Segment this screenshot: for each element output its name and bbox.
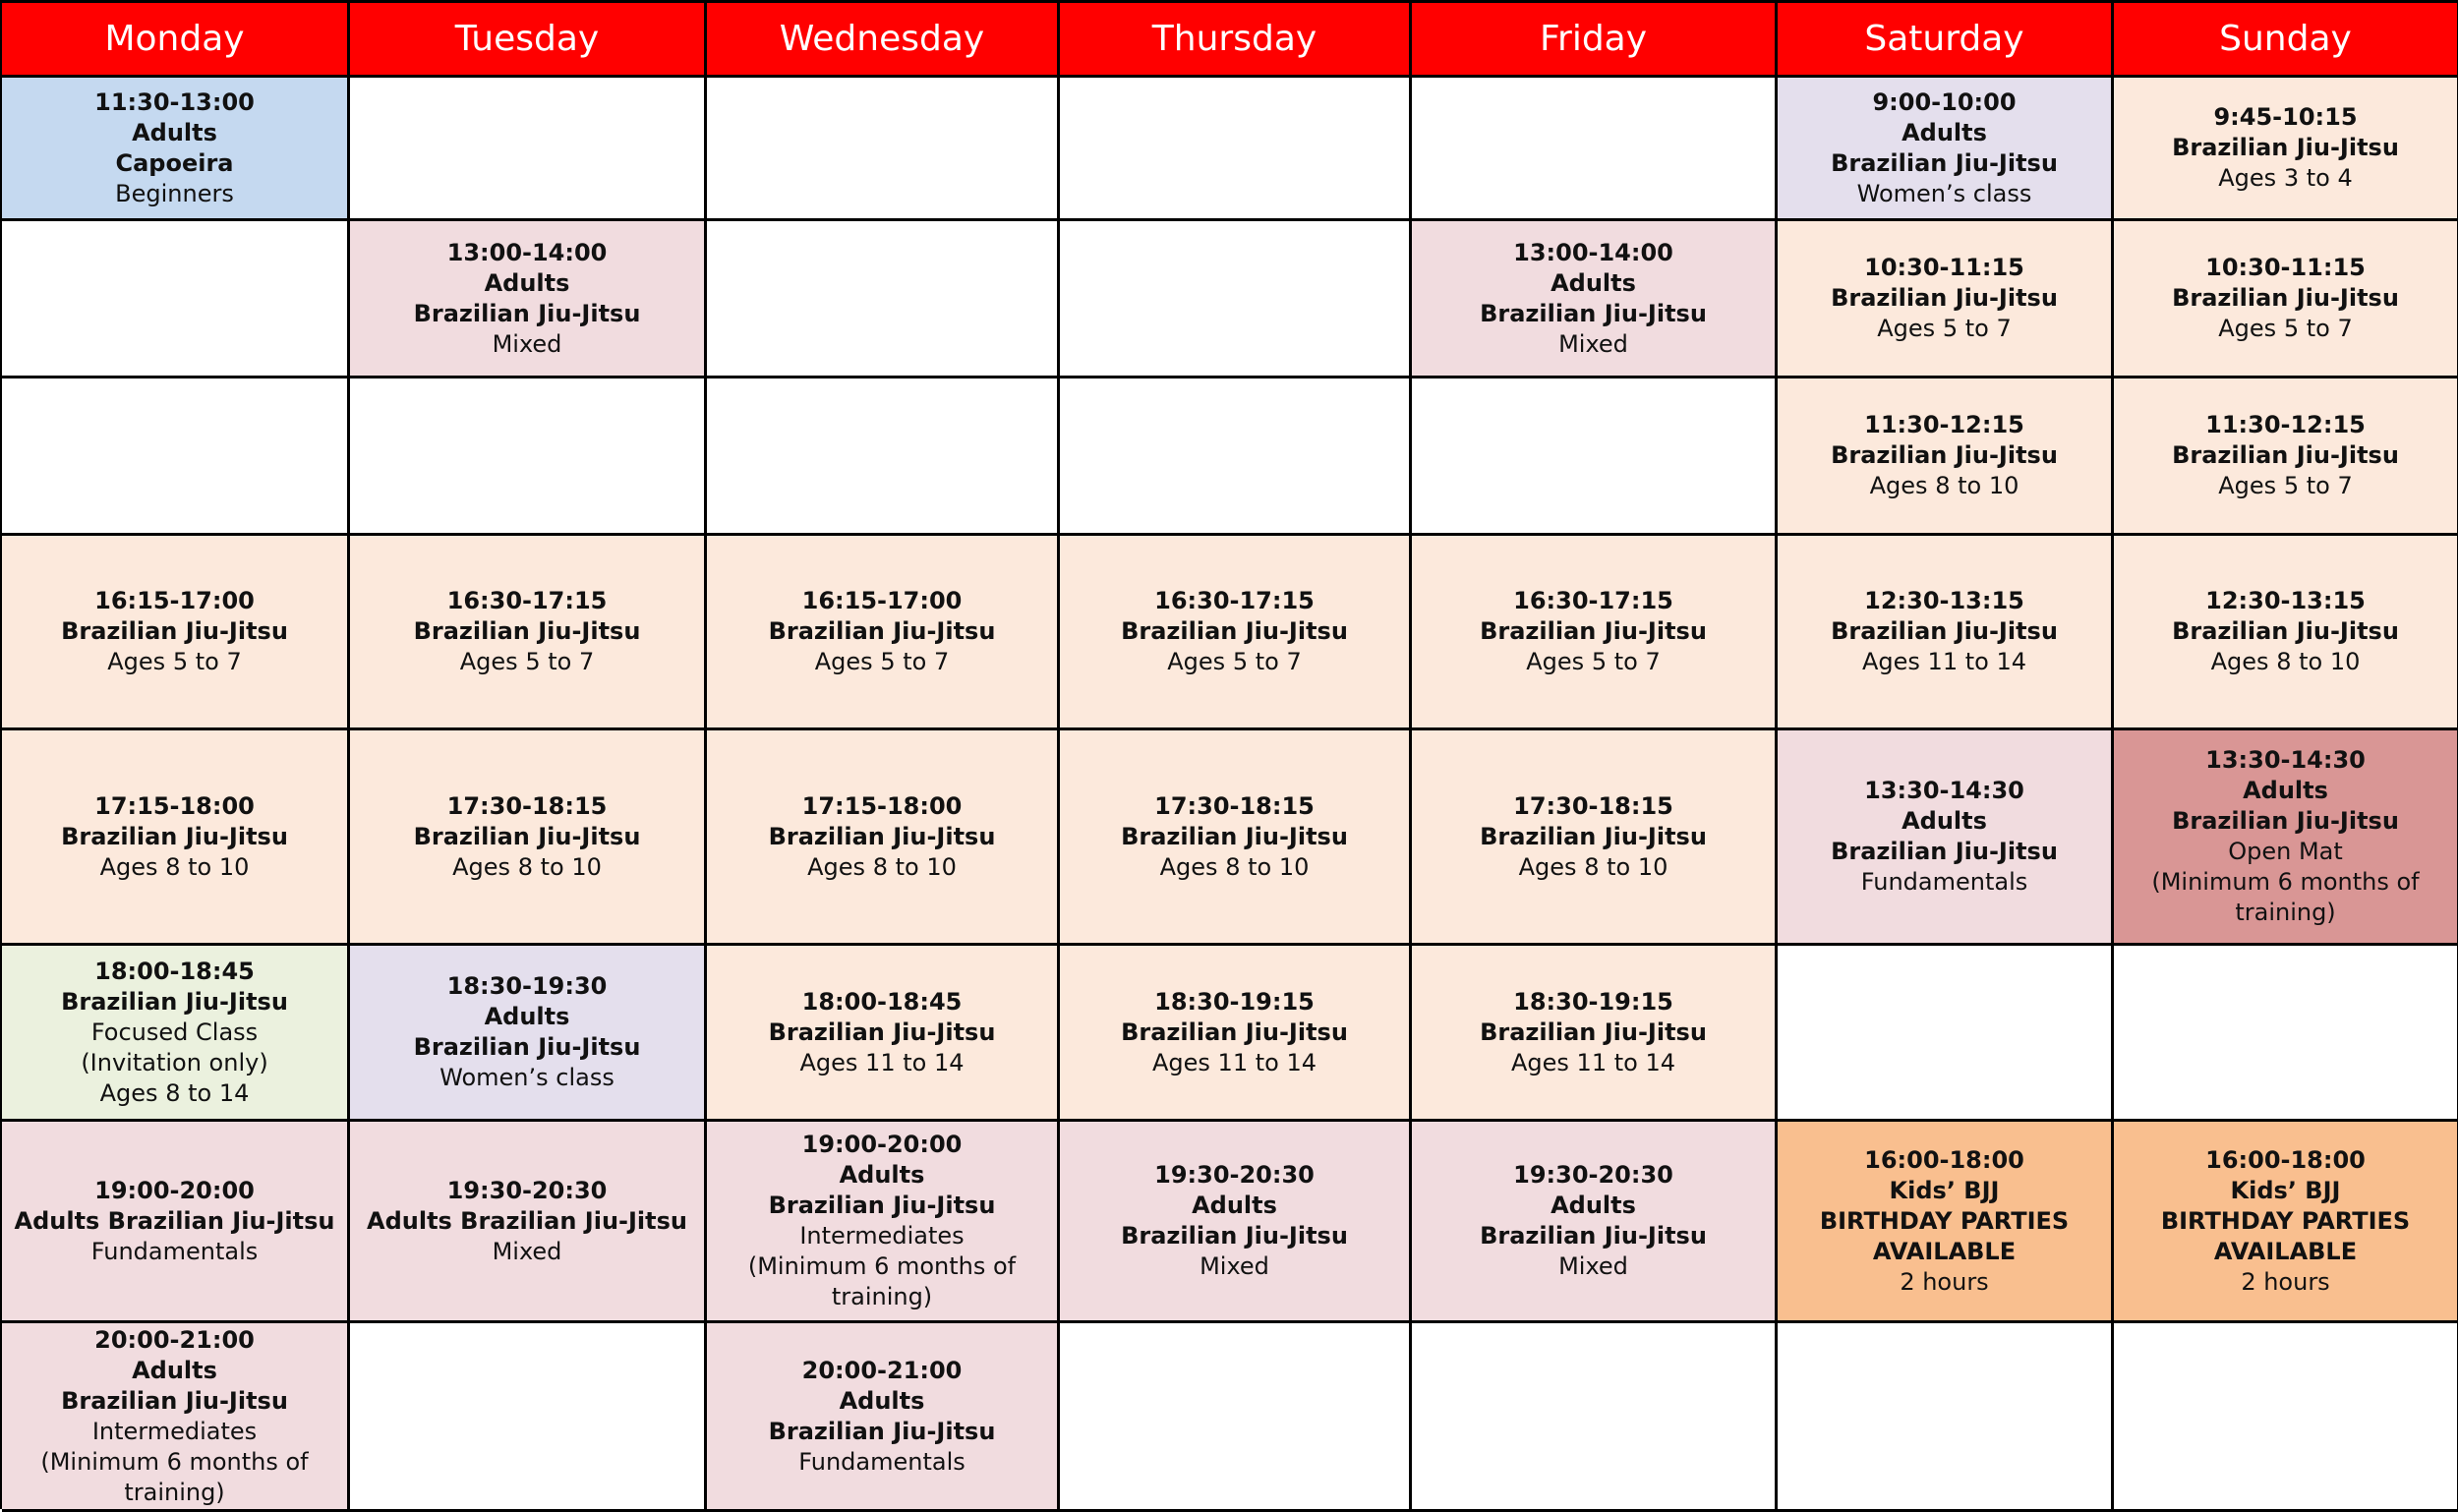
class-time: 18:30-19:30	[446, 972, 608, 1000]
class-slot	[350, 946, 707, 1122]
class-detail: Brazilian Jiu-Jitsu	[2172, 441, 2399, 469]
class-time: 16:00-18:00	[2205, 1145, 2366, 1174]
class-slot	[1778, 730, 2114, 946]
class-time: 17:15-18:00	[801, 791, 963, 820]
class-time: 16:15-17:00	[94, 587, 255, 614]
class-slot	[707, 536, 1060, 730]
class-time: 18:30-19:15	[1513, 987, 1673, 1016]
class-detail: Women’s class	[1856, 179, 2032, 207]
empty-slot	[350, 378, 707, 536]
class-detail: Adults	[1551, 268, 1636, 297]
class-slot	[2, 946, 350, 1122]
class-detail: Focused Class	[90, 1018, 259, 1046]
class-detail: Ages 8 to 10	[99, 852, 250, 881]
class-detail: Brazilian Jiu-Jitsu	[1121, 822, 1348, 850]
class-detail: Brazilian Jiu-Jitsu	[1480, 299, 1707, 327]
class-time: 13:00-14:00	[446, 238, 608, 266]
class-detail: 2 hours	[1900, 1267, 1989, 1296]
class-detail: (Minimum 6 months of	[2151, 868, 2420, 896]
class-slot	[2, 536, 350, 730]
class-slot	[350, 536, 707, 730]
class-detail: Brazilian Jiu-Jitsu	[1480, 1222, 1707, 1250]
class-detail: Brazilian Jiu-Jitsu	[2172, 284, 2399, 312]
day-header-thursday: Thursday	[1060, 3, 1412, 78]
class-detail: Ages 5 to 7	[2218, 472, 2353, 499]
class-detail: Adults	[1192, 1192, 1277, 1219]
class-detail: Intermediates	[91, 1417, 258, 1445]
class-detail: Brazilian Jiu-Jitsu	[1831, 838, 2058, 865]
class-detail: training)	[2235, 899, 2336, 926]
class-detail: Ages 11 to 14	[1511, 1048, 1675, 1076]
class-detail: Kids’ BJJ	[1889, 1176, 2000, 1204]
class-detail: Kids’ BJJ	[2230, 1176, 2341, 1204]
class-slot	[1412, 221, 1778, 378]
class-time: 11:30-12:15	[1864, 411, 2024, 438]
class-detail: Fundamentals	[798, 1447, 966, 1476]
class-slot	[1060, 536, 1412, 730]
class-detail: Intermediates	[799, 1222, 965, 1250]
class-detail: Ages 8 to 10	[2210, 648, 2361, 675]
class-detail: Ages 5 to 7	[814, 648, 950, 675]
class-time: 13:00-14:00	[1513, 238, 1673, 266]
class-detail: Brazilian Jiu-Jitsu	[2172, 134, 2399, 161]
class-detail: Adults Brazilian Jiu-Jitsu	[367, 1206, 687, 1235]
class-time: 13:30-14:30	[1864, 777, 2024, 804]
class-detail: training)	[124, 1478, 225, 1506]
class-slot	[1412, 730, 1778, 946]
class-detail: Adults	[1902, 118, 1987, 146]
class-slot	[1412, 946, 1778, 1122]
class-detail: Brazilian Jiu-Jitsu	[1480, 822, 1707, 850]
class-detail: Brazilian Jiu-Jitsu	[768, 1018, 996, 1046]
empty-slot	[1778, 1323, 2114, 1512]
class-detail: Adults	[132, 1356, 217, 1384]
class-detail: Brazilian Jiu-Jitsu	[1121, 617, 1348, 645]
class-detail: Brazilian Jiu-Jitsu	[1831, 441, 2058, 469]
class-time: 16:15-17:00	[801, 587, 963, 614]
class-time: 16:00-18:00	[1864, 1145, 2024, 1174]
class-detail: Brazilian Jiu-Jitsu	[1121, 1222, 1348, 1250]
class-time: 9:00-10:00	[1872, 87, 2017, 116]
class-time: 10:30-11:15	[1864, 254, 2024, 281]
empty-slot	[1412, 1323, 1778, 1512]
class-detail: Mixed	[1558, 329, 1628, 358]
class-slot	[1778, 536, 2114, 730]
empty-slot	[350, 78, 707, 221]
class-detail: Ages 8 to 10	[807, 852, 957, 881]
class-detail: (Minimum 6 months of	[40, 1447, 309, 1476]
empty-slot	[707, 378, 1060, 536]
day-header-friday: Friday	[1412, 3, 1778, 78]
class-time: 11:30-13:00	[94, 87, 255, 116]
empty-slot	[2114, 1323, 2458, 1512]
class-slot	[707, 1323, 1060, 1512]
class-detail: training)	[831, 1283, 933, 1310]
class-detail: 2 hours	[2241, 1267, 2330, 1296]
class-detail: Women’s class	[439, 1064, 614, 1091]
day-header-monday: Monday	[2, 3, 350, 78]
class-slot	[1060, 1122, 1412, 1323]
class-slot	[2, 1122, 350, 1323]
class-detail: Ages 8 to 10	[1869, 472, 2019, 499]
class-slot	[2114, 730, 2458, 946]
class-detail: Brazilian Jiu-Jitsu	[61, 1386, 288, 1415]
day-header-tuesday: Tuesday	[350, 3, 707, 78]
empty-slot	[2114, 946, 2458, 1122]
class-slot	[1412, 1122, 1778, 1323]
class-detail: Adults	[132, 118, 217, 146]
class-slot	[2, 1323, 350, 1512]
class-detail: Ages 8 to 10	[1159, 852, 1310, 881]
class-detail: Ages 11 to 14	[799, 1048, 965, 1076]
class-detail: Capoeira	[115, 148, 234, 177]
class-detail: (Minimum 6 months of	[747, 1252, 1017, 1280]
class-detail: Brazilian Jiu-Jitsu	[413, 822, 641, 850]
class-detail: Brazilian Jiu-Jitsu	[413, 1033, 641, 1061]
class-detail: Open Mat	[2228, 838, 2343, 865]
class-time: 17:30-18:15	[1154, 791, 1315, 820]
class-detail: Brazilian Jiu-Jitsu	[1480, 617, 1707, 645]
class-slot	[707, 946, 1060, 1122]
class-detail: Brazilian Jiu-Jitsu	[1831, 148, 2058, 177]
class-detail: Adults	[1551, 1192, 1636, 1219]
class-time: 18:00-18:45	[94, 957, 255, 985]
class-detail: Ages 8 to 10	[452, 852, 602, 881]
class-time: 19:30-20:30	[1154, 1161, 1315, 1189]
class-time: 20:00-21:00	[801, 1356, 963, 1384]
class-detail: Ages 8 to 10	[1518, 852, 1668, 881]
class-slot	[350, 1122, 707, 1323]
class-slot	[1412, 536, 1778, 730]
class-detail: Brazilian Jiu-Jitsu	[2172, 807, 2399, 835]
class-time: 12:30-13:15	[1864, 587, 2024, 614]
class-detail: Mixed	[1558, 1252, 1628, 1280]
class-slot	[1060, 730, 1412, 946]
class-slot	[2114, 378, 2458, 536]
class-detail: Brazilian Jiu-Jitsu	[768, 822, 996, 850]
class-detail: Adults	[2243, 777, 2328, 804]
day-header-saturday: Saturday	[1778, 3, 2114, 78]
class-detail: Mixed	[492, 329, 562, 358]
class-slot	[707, 1122, 1060, 1323]
class-detail: Brazilian Jiu-Jitsu	[413, 299, 641, 327]
class-detail: Adults	[1902, 807, 1987, 835]
class-detail: Ages 5 to 7	[1167, 648, 1302, 675]
class-detail: Brazilian Jiu-Jitsu	[61, 822, 288, 850]
class-detail: BIRTHDAY PARTIES	[2160, 1206, 2411, 1235]
class-slot	[1778, 221, 2114, 378]
class-detail: Fundamentals	[1860, 868, 2028, 896]
empty-slot	[1060, 78, 1412, 221]
empty-slot	[2, 378, 350, 536]
class-detail: Ages 5 to 7	[2218, 315, 2353, 342]
class-detail: Brazilian Jiu-Jitsu	[768, 1417, 996, 1445]
empty-slot	[707, 78, 1060, 221]
class-detail: Ages 11 to 14	[1152, 1048, 1317, 1076]
class-detail: AVAILABLE	[1872, 1237, 2017, 1265]
class-detail: Brazilian Jiu-Jitsu	[61, 617, 288, 645]
empty-slot	[2, 221, 350, 378]
class-detail: Brazilian Jiu-Jitsu	[1831, 284, 2058, 312]
class-time: 13:30-14:30	[2205, 746, 2366, 774]
class-time: 16:30-17:15	[1513, 587, 1673, 614]
class-slot	[1778, 1122, 2114, 1323]
class-detail: Adults Brazilian Jiu-Jitsu	[14, 1206, 335, 1235]
class-time: 17:30-18:15	[1513, 791, 1673, 820]
class-slot	[2114, 78, 2458, 221]
class-detail: Ages 5 to 7	[1526, 648, 1661, 675]
class-time: 11:30-12:15	[2205, 411, 2366, 438]
class-detail: Mixed	[1200, 1252, 1269, 1280]
class-time: 17:30-18:15	[446, 791, 608, 820]
class-detail: Ages 11 to 14	[1862, 648, 2026, 675]
class-detail: BIRTHDAY PARTIES	[1819, 1206, 2070, 1235]
class-slot	[350, 221, 707, 378]
class-detail: Ages 3 to 4	[2218, 164, 2353, 192]
class-detail: Ages 5 to 7	[1877, 315, 2012, 342]
class-detail: Mixed	[492, 1237, 562, 1265]
day-header-wednesday: Wednesday	[707, 3, 1060, 78]
empty-slot	[1060, 378, 1412, 536]
class-time: 19:30-20:30	[1513, 1161, 1673, 1189]
class-detail: Adults	[484, 1003, 570, 1030]
class-detail: Brazilian Jiu-Jitsu	[413, 617, 641, 645]
class-slot	[1778, 378, 2114, 536]
class-time: 16:30-17:15	[446, 587, 608, 614]
empty-slot	[350, 1323, 707, 1512]
class-detail: Brazilian Jiu-Jitsu	[768, 1192, 996, 1219]
class-time: 19:30-20:30	[446, 1176, 608, 1204]
class-detail: Brazilian Jiu-Jitsu	[61, 987, 288, 1016]
class-detail: Brazilian Jiu-Jitsu	[1121, 1018, 1348, 1046]
class-detail: Ages 5 to 7	[107, 648, 242, 675]
class-detail: Brazilian Jiu-Jitsu	[768, 617, 996, 645]
class-detail: Brazilian Jiu-Jitsu	[1831, 617, 2058, 645]
empty-slot	[1060, 1323, 1412, 1512]
class-detail: Adults	[484, 268, 570, 297]
class-time: 9:45-10:15	[2213, 103, 2358, 131]
class-slot	[2, 78, 350, 221]
class-time: 18:00-18:45	[801, 987, 963, 1016]
class-time: 18:30-19:15	[1154, 987, 1315, 1016]
class-detail: Ages 5 to 7	[459, 648, 595, 675]
class-slot	[2114, 536, 2458, 730]
class-detail: Brazilian Jiu-Jitsu	[2172, 617, 2399, 645]
class-slot	[2, 730, 350, 946]
class-detail: Beginners	[115, 179, 234, 207]
empty-slot	[1778, 946, 2114, 1122]
class-time: 10:30-11:15	[2205, 254, 2366, 281]
class-slot	[2114, 1122, 2458, 1323]
class-detail: Adults	[839, 1386, 925, 1415]
class-detail: Fundamentals	[90, 1237, 259, 1265]
class-time: 12:30-13:15	[2205, 587, 2366, 614]
class-time: 19:00-20:00	[801, 1131, 963, 1158]
empty-slot	[1412, 378, 1778, 536]
class-slot	[1778, 78, 2114, 221]
class-detail: AVAILABLE	[2213, 1237, 2358, 1265]
class-slot	[2114, 221, 2458, 378]
class-slot	[707, 730, 1060, 946]
empty-slot	[1060, 221, 1412, 378]
class-time: 17:15-18:00	[94, 791, 255, 820]
class-detail: Ages 8 to 14	[99, 1078, 250, 1107]
empty-slot	[707, 221, 1060, 378]
class-slot	[350, 730, 707, 946]
class-detail: Brazilian Jiu-Jitsu	[1480, 1018, 1707, 1046]
empty-slot	[1412, 78, 1778, 221]
class-time: 20:00-21:00	[94, 1325, 255, 1354]
class-time: 19:00-20:00	[94, 1176, 255, 1204]
class-slot	[1060, 946, 1412, 1122]
class-time: 16:30-17:15	[1154, 587, 1315, 614]
class-detail: (Invitation only)	[81, 1048, 268, 1076]
class-detail: Adults	[839, 1161, 925, 1189]
day-header-sunday: Sunday	[2114, 3, 2458, 78]
